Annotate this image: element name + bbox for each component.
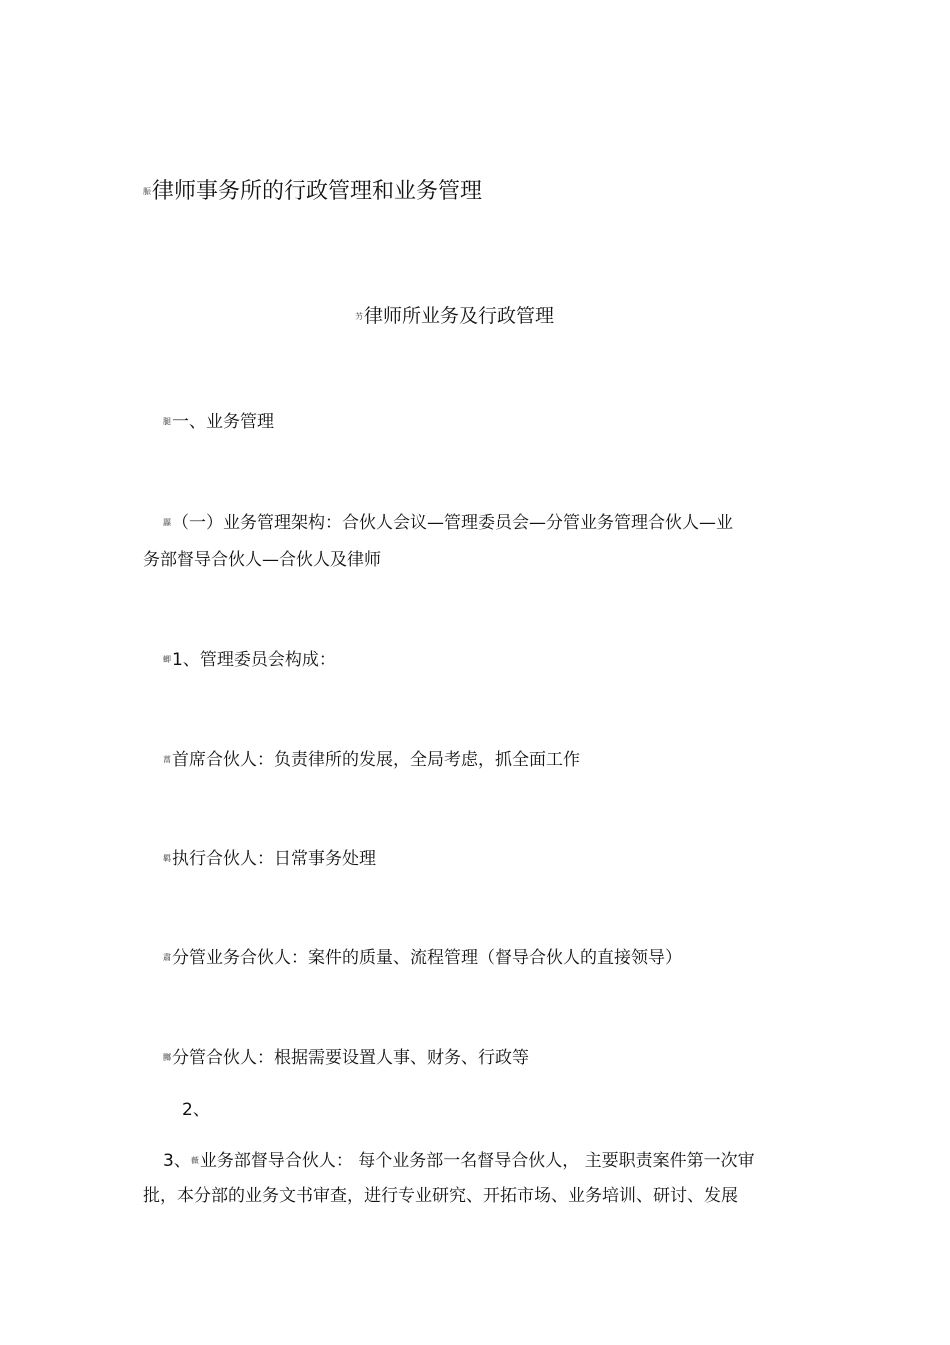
paragraph-text: （一）业务管理架构：合伙人会议—管理委员会—分管业务管理合伙人—业 xyxy=(172,513,733,533)
subtitle-marker: 艻 xyxy=(355,311,363,321)
paragraph-text: 批，本分部的业务文书审查，进行专业研究、开拓市场、业务培训、研讨、发展 xyxy=(143,1186,738,1206)
paragraph-text: 业务部督导合伙人： 每个业务部一名督导合伙人， 主要职责案件第一次审 xyxy=(199,1151,755,1171)
paragraph-text: 执行合伙人：日常事务处理 xyxy=(172,849,376,869)
paragraph-marker: 腿 xyxy=(163,417,171,426)
document-subtitle xyxy=(355,304,554,329)
paragraph-text: 2、 xyxy=(182,1100,210,1120)
paragraph-structure-line1 xyxy=(163,513,733,533)
paragraph-business-partner xyxy=(163,948,682,968)
paragraph-text: 首席合伙人：负责律所的发展，全局考虑，抓全面工作 xyxy=(172,750,580,770)
paragraph-item-3-line1 xyxy=(163,1151,755,1171)
paragraph-marker: 肅 xyxy=(163,953,171,962)
paragraph-text: 分管合伙人：根据需要设置人事、财务、行政等 xyxy=(172,1048,529,1068)
document-title xyxy=(143,178,482,206)
paragraph-text: 分管业务合伙人：案件的质量、流程管理（督导合伙人的直接领导） xyxy=(172,948,682,968)
paragraph-number: 3、 xyxy=(163,1151,191,1171)
paragraph-marker: 羁 xyxy=(163,854,171,863)
paragraph-marker: 蒚 xyxy=(163,755,171,764)
paragraph-item-3-line2 xyxy=(143,1186,738,1206)
paragraph-executive-partner xyxy=(163,849,376,869)
paragraph-other-partner xyxy=(163,1048,529,1068)
paragraph-committee-heading xyxy=(163,650,336,670)
paragraph-structure-line2 xyxy=(143,550,381,570)
paragraph-item-2 xyxy=(182,1100,210,1120)
section-heading-business-management xyxy=(163,412,274,432)
paragraph-text: 1、管理委员会构成： xyxy=(172,650,336,670)
title-text: 律师事务所的行政管理和业务管理 xyxy=(152,179,483,204)
paragraph-marker: 蠠 xyxy=(163,518,171,527)
paragraph-text: 务部督导合伙人—合伙人及律师 xyxy=(143,550,381,570)
subtitle-text: 律师所业务及行政管理 xyxy=(364,305,555,327)
title-marker: 脤 xyxy=(143,187,151,196)
paragraph-marker: 薇 xyxy=(190,1156,199,1165)
paragraph-marker: 蝍 xyxy=(163,655,171,664)
paragraph-chief-partner xyxy=(163,750,580,770)
paragraph-marker: 膷 xyxy=(163,1053,171,1062)
paragraph-text: 一、业务管理 xyxy=(172,412,274,432)
